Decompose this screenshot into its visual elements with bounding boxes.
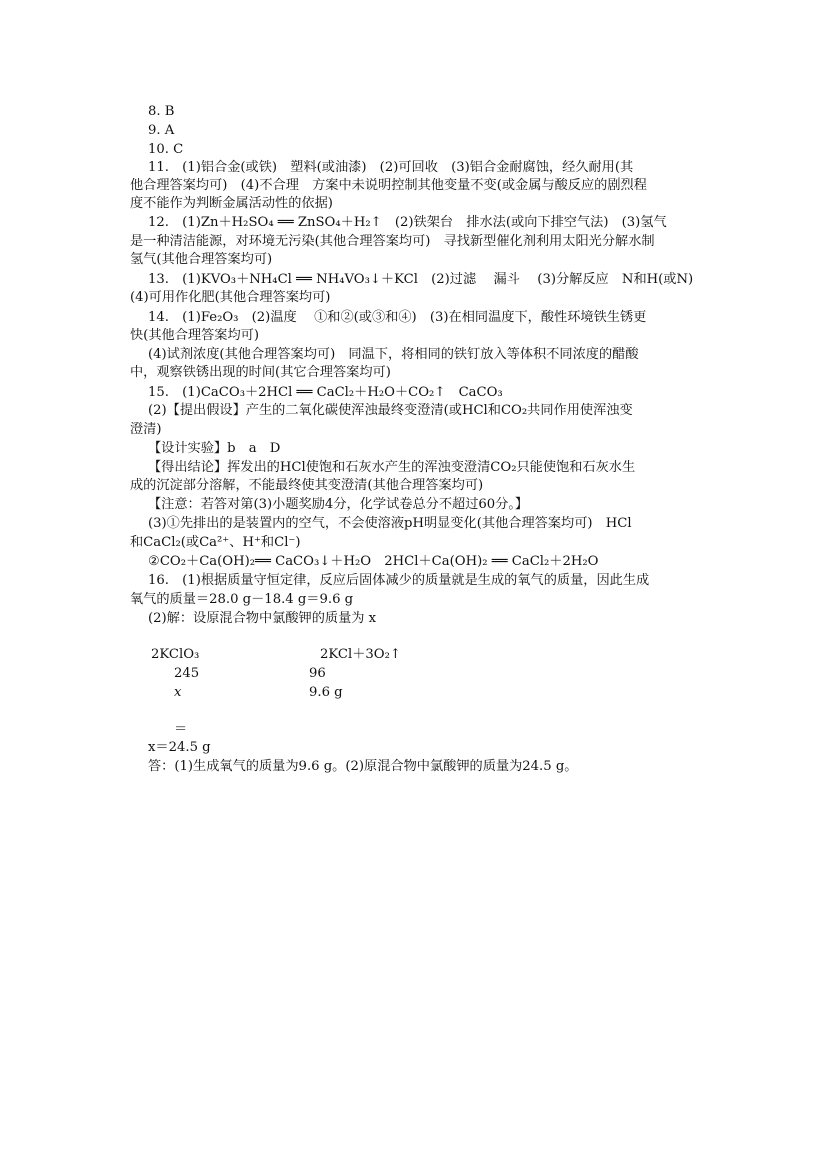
answer-15-line-4: 【设计实验】b a D bbox=[148, 441, 281, 456]
calc-left-var: x bbox=[174, 685, 182, 700]
answer-11-line-3: 度不能作为判断金属活动性的依据) bbox=[130, 196, 333, 211]
answer-11-line-1: 11. (1)铝合金(或铁) 塑料(或油漆) (2)可回收 (3)铝合金耐腐蚀，经久耐用(其 bbox=[148, 160, 634, 175]
answer-14-line-2: 快(其他合理答案均可) bbox=[130, 328, 259, 343]
answer-15-line-2: (2)【提出假设】产生的二氧化碳使浑浊最终变澄清(或HCl和CO₂共同作用使浑浊变 bbox=[148, 403, 633, 418]
answer-16-line-1: 16. (1)根据质量守恒定律，反应后固体减少的质量就是生成的氧气的质量，因此生成 bbox=[148, 573, 650, 588]
answer-8: 8. B bbox=[148, 104, 175, 119]
final-answer: 答：(1)生成氧气的质量为9.6 g。(2)原混合物中氯酸钾的质量为24.5 g。 bbox=[148, 759, 578, 774]
answer-12-line-1: 12. (1)Zn＋H₂SO₄ ══ ZnSO₄＋H₂↑ (2)铁架台 排水法(或向下排空气法) (3)氢气 bbox=[148, 215, 667, 230]
answer-13-line-1: 13. (1)KVO₃＋NH₄Cl ══ NH₄VO₃↓＋KCl (2)过滤 漏斗 (3)分解反应 N和H(或N) bbox=[148, 272, 694, 287]
answer-10: 10. C bbox=[148, 142, 184, 157]
answer-14-line-4: 中，观察铁锈出现的时间(其它合理答案均可) bbox=[130, 365, 391, 380]
calc-right-formula: 2KCl＋3O₂↑ bbox=[320, 647, 401, 662]
answer-15-line-5: 【得出结论】挥发出的HCl使饱和石灰水产生的浑浊变澄清CO₂只能使饱和石灰水生 bbox=[148, 460, 636, 475]
answer-15-line-3: 澄清) bbox=[130, 422, 162, 437]
answer-9: 9. A bbox=[148, 123, 175, 138]
calc-left-mass: 245 bbox=[174, 666, 200, 681]
answer-16-line-2: 氧气的质量＝28.0 g－18.4 g＝9.6 g bbox=[130, 592, 354, 607]
answer-14-line-1: 14. (1)Fe₂O₃ (2)温度 ①和②(或③和④) (3)在相同温度下，酸性环境铁生锈更 bbox=[148, 310, 647, 325]
answer-14-line-3: (4)试剂浓度(其他合理答案均可) 同温下，将相同的铁钉放入等体积不同浓度的醋酸 bbox=[148, 347, 639, 362]
answer-15-line-6: 成的沉淀部分溶解，不能最终使其变澄清(其他合理答案均可) bbox=[130, 478, 484, 493]
answer-13-line-2: (4)可用作化肥(其他合理答案均可) bbox=[130, 290, 331, 305]
answer-15-line-9: 和CaCl₂(或Ca²⁺、H⁺和Cl⁻) bbox=[130, 535, 301, 550]
answer-11-line-2: 他合理答案均可) (4)不合理 方案中未说明控制其他变量不变(或金属与酸反应的剧烈程 bbox=[130, 178, 647, 193]
calc-result: x＝24.5 g bbox=[148, 740, 211, 755]
calc-right-mass: 96 bbox=[309, 666, 326, 681]
calc-equals: ＝ bbox=[174, 722, 188, 737]
answer-12-line-3: 氢气(其他合理答案均可) bbox=[130, 252, 273, 267]
answer-16-line-3: (2)解：设原混合物中氯酸钾的质量为 x bbox=[148, 611, 377, 626]
answer-15-line-8: (3)①先排出的是装置内的空气，不会使溶液pH明显变化(其他合理答案均可) HCl bbox=[148, 516, 632, 531]
answer-15-line-1: 15. (1)CaCO₃＋2HCl ══ CaCl₂＋H₂O＋CO₂↑ CaCO₃ bbox=[148, 385, 503, 400]
answer-15-line-10: ②CO₂＋Ca(OH)₂══ CaCO₃↓＋H₂O 2HCl＋Ca(OH)₂ ══ CaCl₂＋2H₂O bbox=[148, 554, 599, 569]
answer-12-line-2: 是一种清洁能源，对环境无污染(其他合理答案均可) 寻找新型催化剂利用太阳光分解水制 bbox=[130, 234, 655, 249]
calc-left-formula: 2KClO₃ bbox=[151, 647, 200, 662]
calc-right-val: 9.6 g bbox=[309, 685, 343, 700]
answer-15-note: 【注意：若答对第(3)小题奖励4分，化学试卷总分不超过60分。】 bbox=[148, 497, 529, 512]
